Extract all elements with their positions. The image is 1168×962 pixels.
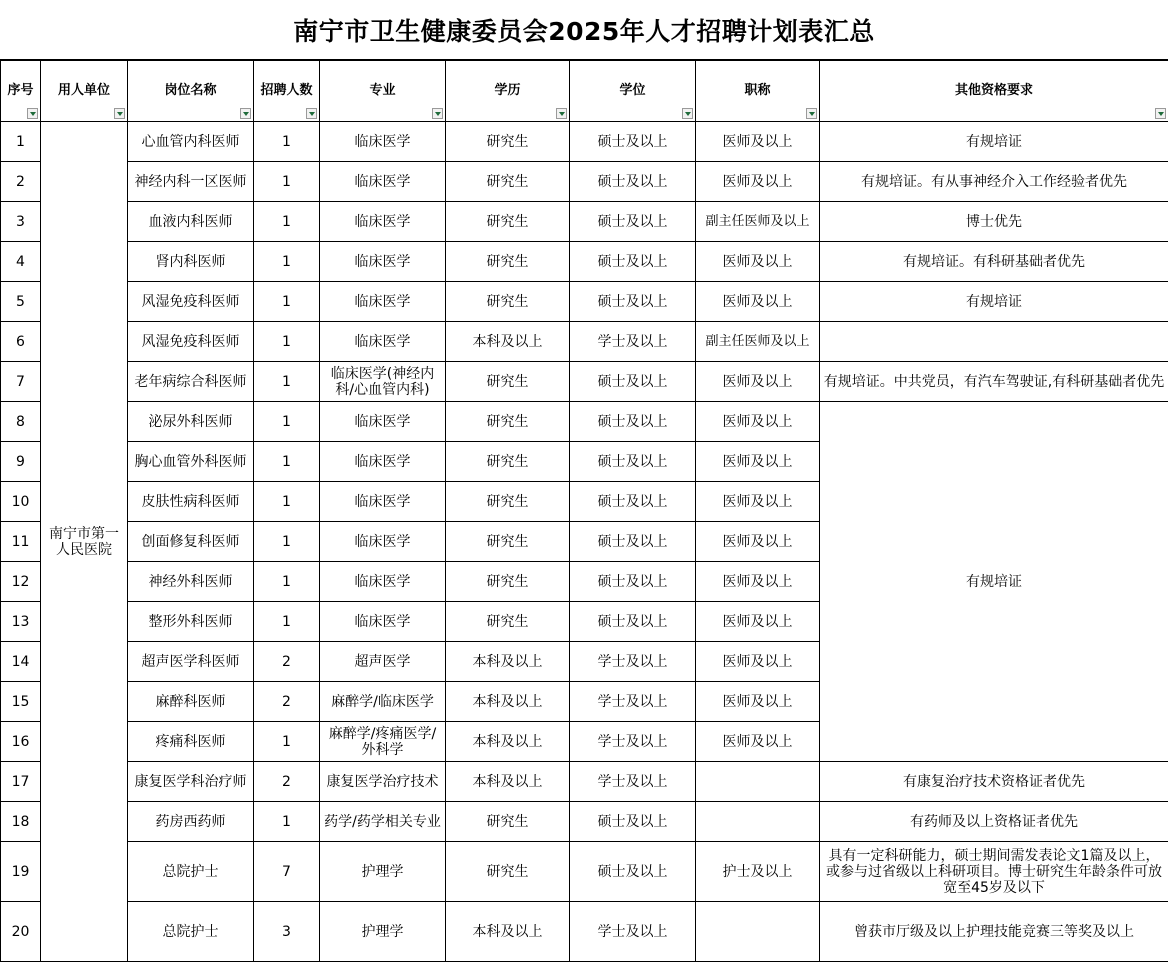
header-other-label: 其他资格要求 [955,83,1033,98]
cell-major[interactable]: 麻醉学/疼痛医学/外科学 [320,722,446,762]
cell-title[interactable]: 护士及以上 [696,842,820,902]
cell-title[interactable]: 医师及以上 [696,242,820,282]
cell-seq[interactable]: 6 [1,322,41,362]
cell-count[interactable]: 1 [254,322,320,362]
table-row [1,242,1168,282]
cell-seq[interactable]: 12 [1,562,41,602]
cell-education[interactable]: 研究生 [446,282,570,322]
cell-position[interactable]: 整形外科医师 [128,602,254,642]
cell-major[interactable]: 临床医学 [320,122,446,162]
cell-major[interactable]: 临床医学 [320,202,446,242]
cell-other[interactable]: 有规培证。有科研基础者优先 [820,242,1168,282]
cell-seq[interactable]: 10 [1,482,41,522]
cell-seq[interactable]: 11 [1,522,41,562]
cell-seq[interactable]: 20 [1,902,41,962]
cell-title[interactable]: 医师及以上 [696,442,820,482]
cell-position[interactable]: 疼痛科医师 [128,722,254,762]
cell-position[interactable]: 血液内科医师 [128,202,254,242]
cell-count[interactable]: 1 [254,562,320,602]
cell-degree[interactable]: 硕士及以上 [570,242,696,282]
cell-seq[interactable]: 13 [1,602,41,642]
cell-education[interactable]: 本科及以上 [446,902,570,962]
cell-major[interactable]: 临床医学 [320,562,446,602]
cell-major[interactable]: 护理学 [320,902,446,962]
cell-degree[interactable]: 学士及以上 [570,322,696,362]
header-education-label: 学历 [494,83,520,98]
cell-degree[interactable]: 硕士及以上 [570,802,696,842]
cell-position[interactable]: 皮肤性病科医师 [128,482,254,522]
cell-position[interactable]: 胸心血管外科医师 [128,442,254,482]
header-major-label: 专业 [369,83,395,98]
header-degree[interactable] [570,61,696,122]
cell-major[interactable]: 临床医学 [320,162,446,202]
filter-dropdown-icon[interactable] [114,108,125,119]
cell-title[interactable]: 医师及以上 [696,682,820,722]
cell-degree[interactable]: 硕士及以上 [570,482,696,522]
table-row [1,902,1168,962]
header-degree-label: 学位 [619,83,645,98]
cell-title[interactable] [696,902,820,962]
filter-dropdown-icon[interactable] [27,108,38,119]
cell-title[interactable]: 医师及以上 [696,162,820,202]
cell-position[interactable]: 神经外科医师 [128,562,254,602]
cell-other-merged[interactable]: 有规培证 [820,402,1168,762]
table-row [1,282,1168,322]
cell-position[interactable]: 心血管内科医师 [128,122,254,162]
cell-education[interactable]: 研究生 [446,442,570,482]
cell-seq[interactable]: 9 [1,442,41,482]
cell-major[interactable]: 临床医学 [320,322,446,362]
cell-degree[interactable]: 硕士及以上 [570,402,696,442]
cell-title[interactable]: 医师及以上 [696,522,820,562]
cell-other[interactable]: 有规培证。有从事神经介入工作经验者优先 [820,162,1168,202]
cell-other[interactable]: 曾获市厅级及以上护理技能竞赛三等奖及以上 [820,902,1168,962]
cell-count[interactable]: 1 [254,282,320,322]
cell-other[interactable] [820,322,1168,362]
cell-degree[interactable]: 硕士及以上 [570,522,696,562]
cell-education[interactable]: 本科及以上 [446,682,570,722]
cell-degree[interactable]: 硕士及以上 [570,122,696,162]
cell-title[interactable]: 医师及以上 [696,122,820,162]
cell-major[interactable]: 康复医学治疗技术 [320,762,446,802]
filter-dropdown-icon[interactable] [1155,108,1166,119]
table-row [1,402,1168,442]
cell-other[interactable]: 有规培证 [820,282,1168,322]
cell-seq[interactable]: 8 [1,402,41,442]
header-title-label: 职称 [744,83,770,98]
cell-seq[interactable]: 16 [1,722,41,762]
cell-degree[interactable]: 硕士及以上 [570,562,696,602]
cell-seq[interactable]: 7 [1,362,41,402]
cell-count[interactable]: 2 [254,642,320,682]
cell-major[interactable]: 麻醉学/临床医学 [320,682,446,722]
cell-unit[interactable]: 南宁市第一人民医院 [41,122,128,962]
cell-position[interactable]: 肾内科医师 [128,242,254,282]
cell-major[interactable]: 临床医学 [320,402,446,442]
cell-major[interactable]: 临床医学 [320,522,446,562]
header-count[interactable] [254,61,320,122]
cell-education[interactable]: 研究生 [446,562,570,602]
cell-education[interactable]: 本科及以上 [446,322,570,362]
cell-education[interactable]: 研究生 [446,522,570,562]
cell-position[interactable]: 创面修复科医师 [128,522,254,562]
table-row [1,202,1168,242]
cell-count[interactable]: 3 [254,902,320,962]
cell-title[interactable] [696,762,820,802]
header-seq[interactable] [1,61,41,122]
cell-major[interactable]: 临床医学 [320,242,446,282]
cell-count[interactable]: 1 [254,242,320,282]
cell-seq[interactable]: 15 [1,682,41,722]
cell-count[interactable]: 1 [254,522,320,562]
cell-position[interactable]: 麻醉科医师 [128,682,254,722]
cell-education[interactable]: 研究生 [446,162,570,202]
cell-degree[interactable]: 硕士及以上 [570,362,696,402]
cell-seq[interactable]: 2 [1,162,41,202]
cell-education[interactable]: 本科及以上 [446,642,570,682]
table-row [1,122,1168,162]
header-unit-label: 用人单位 [58,83,110,98]
cell-seq[interactable]: 14 [1,642,41,682]
cell-count[interactable]: 7 [254,842,320,902]
cell-title[interactable] [696,802,820,842]
cell-count[interactable]: 1 [254,482,320,522]
cell-major[interactable]: 临床医学 [320,282,446,322]
cell-other[interactable]: 有规培证。中共党员，有汽车驾驶证,有科研基础者优先 [820,362,1168,402]
cell-count[interactable]: 2 [254,762,320,802]
header-unit[interactable] [41,61,128,122]
table-row [1,762,1168,802]
cell-seq[interactable]: 17 [1,762,41,802]
cell-education[interactable]: 本科及以上 [446,722,570,762]
cell-major[interactable]: 临床医学 [320,602,446,642]
cell-title[interactable]: 医师及以上 [696,722,820,762]
cell-position[interactable]: 超声医学科医师 [128,642,254,682]
cell-degree[interactable]: 硕士及以上 [570,602,696,642]
cell-degree[interactable]: 学士及以上 [570,642,696,682]
cell-count[interactable]: 2 [254,682,320,722]
cell-degree[interactable]: 硕士及以上 [570,282,696,322]
cell-degree[interactable]: 学士及以上 [570,722,696,762]
cell-position[interactable]: 神经内科一区医师 [128,162,254,202]
cell-major[interactable]: 药学/药学相关专业 [320,802,446,842]
cell-count[interactable]: 1 [254,202,320,242]
cell-degree[interactable]: 学士及以上 [570,762,696,802]
cell-education[interactable]: 本科及以上 [446,762,570,802]
cell-education[interactable]: 研究生 [446,122,570,162]
cell-education[interactable]: 研究生 [446,242,570,282]
cell-title[interactable]: 医师及以上 [696,362,820,402]
header-count-label: 招聘人数 [260,83,312,98]
filter-dropdown-icon[interactable] [556,108,567,119]
table-row [1,322,1168,362]
cell-count[interactable]: 1 [254,162,320,202]
table-row [1,802,1168,842]
recruitment-table [0,60,1168,962]
cell-degree[interactable]: 硕士及以上 [570,442,696,482]
cell-title[interactable]: 医师及以上 [696,562,820,602]
table-row [1,162,1168,202]
cell-other[interactable]: 有药师及以上资格证者优先 [820,802,1168,842]
sheet-title: 南宁市卫生健康委员会2025年人才招聘计划表汇总 [0,0,1168,60]
header-seq-label: 序号 [7,83,33,98]
cell-degree[interactable]: 学士及以上 [570,682,696,722]
cell-seq[interactable]: 1 [1,122,41,162]
cell-title[interactable]: 医师及以上 [696,642,820,682]
cell-other[interactable]: 有规培证 [820,122,1168,162]
cell-major[interactable]: 护理学 [320,842,446,902]
cell-count[interactable]: 1 [254,602,320,642]
cell-degree[interactable]: 学士及以上 [570,902,696,962]
header-title[interactable] [696,61,820,122]
cell-position[interactable]: 药房西药师 [128,802,254,842]
filter-dropdown-icon[interactable] [806,108,817,119]
cell-other[interactable]: 具有一定科研能力，硕士期间需发表论文1篇及以上，或参与过省级以上科研项目。博士研究生年龄条件可放宽至45岁及以下 [820,842,1168,902]
cell-position[interactable]: 总院护士 [128,902,254,962]
cell-degree[interactable]: 硕士及以上 [570,162,696,202]
header-other[interactable] [820,61,1168,122]
cell-other[interactable]: 有康复治疗技术资格证者优先 [820,762,1168,802]
cell-count[interactable]: 1 [254,362,320,402]
cell-title[interactable]: 副主任医师及以上 [696,202,820,242]
cell-seq[interactable]: 3 [1,202,41,242]
header-position[interactable] [128,61,254,122]
cell-other[interactable]: 博士优先 [820,202,1168,242]
cell-major[interactable]: 临床医学 [320,482,446,522]
cell-title[interactable]: 医师及以上 [696,402,820,442]
cell-seq[interactable]: 18 [1,802,41,842]
cell-position[interactable]: 风湿免疫科医师 [128,282,254,322]
cell-title[interactable]: 医师及以上 [696,482,820,522]
cell-position[interactable]: 泌尿外科医师 [128,402,254,442]
cell-count[interactable]: 1 [254,122,320,162]
cell-education[interactable]: 研究生 [446,802,570,842]
cell-position[interactable]: 老年病综合科医师 [128,362,254,402]
filter-dropdown-icon[interactable] [682,108,693,119]
cell-position[interactable]: 风湿免疫科医师 [128,322,254,362]
filter-dropdown-icon[interactable] [240,108,251,119]
header-row [1,61,1168,122]
table-row [1,362,1168,402]
cell-position[interactable]: 总院护士 [128,842,254,902]
cell-education[interactable]: 研究生 [446,362,570,402]
cell-title[interactable]: 副主任医师及以上 [696,322,820,362]
filter-dropdown-icon[interactable] [306,108,317,119]
cell-title[interactable]: 医师及以上 [696,602,820,642]
cell-seq[interactable]: 19 [1,842,41,902]
cell-education[interactable]: 研究生 [446,482,570,522]
cell-education[interactable]: 研究生 [446,602,570,642]
cell-education[interactable]: 研究生 [446,402,570,442]
table-row [1,842,1168,902]
header-education[interactable] [446,61,570,122]
cell-count[interactable]: 1 [254,402,320,442]
cell-degree[interactable]: 硕士及以上 [570,202,696,242]
cell-seq[interactable]: 5 [1,282,41,322]
cell-seq[interactable]: 4 [1,242,41,282]
cell-education[interactable]: 研究生 [446,202,570,242]
cell-major[interactable]: 临床医学 [320,442,446,482]
cell-count[interactable]: 1 [254,442,320,482]
cell-title[interactable]: 医师及以上 [696,282,820,322]
cell-count[interactable]: 1 [254,802,320,842]
header-major[interactable] [320,61,446,122]
filter-dropdown-icon[interactable] [432,108,443,119]
header-position-label: 岗位名称 [164,83,216,98]
cell-major[interactable]: 临床医学(神经内科/心血管内科) [320,362,446,402]
cell-count[interactable]: 1 [254,722,320,762]
cell-education[interactable]: 研究生 [446,842,570,902]
cell-position[interactable]: 康复医学科治疗师 [128,762,254,802]
cell-major[interactable]: 超声医学 [320,642,446,682]
cell-degree[interactable]: 硕士及以上 [570,842,696,902]
